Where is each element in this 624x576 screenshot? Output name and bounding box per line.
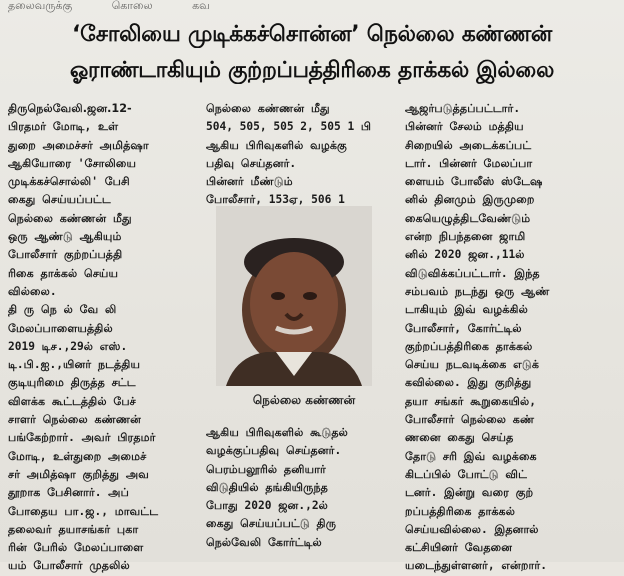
text-line: டார். பின்னர் மேலப்பா [405, 156, 533, 170]
text-line: போலீசார், 153ஏ, 506 1 [206, 193, 345, 207]
text-line: செய்ய நடவடிக்கை எடுக் [405, 358, 540, 372]
headline-line-2: ஓராண்டாகியும் குற்றப்பத்திரிகை தாக்கல் இல்லை [69, 58, 555, 83]
text-line: டனர். இன்று வரை குற் [405, 486, 534, 500]
text-line: ளையம் போலீஸ் ஸ்டேஷ [405, 175, 543, 189]
text-line: ஆகிய பிரிவுகளில் வழக்கு [206, 138, 347, 152]
text-line: சாளர் நெல்லை கண்ணன் [8, 413, 141, 427]
text-line: போதைய பா.ஜ., மாவட்ட [8, 504, 159, 518]
text-line: போலீசார் நெல்லை கண் [405, 413, 535, 427]
text-line: 504, 505, 505 2, 505 1 பி [206, 120, 372, 134]
text-line: சர் அமித்ஷா குறித்து அவ [8, 467, 149, 481]
top-cut-strip [0, 0, 624, 14]
text-line: னில் தினமும் இருமுறை [405, 193, 535, 207]
text-line: ணனை கைது செய்த [405, 431, 514, 445]
text-line: விளக்க கூட்டத்தில் பேச் [8, 394, 136, 408]
top-strip-text: கொலை [111, 0, 153, 12]
text-line: துறை அமைச்சர் அமித்ஷா [8, 138, 149, 152]
text-line: என்ற நிபந்தனை ஜாமி [405, 230, 526, 244]
text-line: நெல்லை கண்ணன் மீது [8, 211, 132, 225]
text-line: மேலப்பாளையத்தில் [8, 321, 113, 335]
text-line: போது 2020 ஜன.,2ல் [206, 499, 328, 513]
text-line: விடுதியில் தங்கியிருந்த [206, 480, 328, 494]
text-line: சம்பவம் நடந்து ஒரு ஆண் [405, 284, 550, 298]
text-line: கைது செய்யப்பட்டு திரு [206, 517, 337, 531]
article-column-2-bottom [206, 424, 402, 552]
text-line: ஒரு ஆண்டு ஆகியும் [8, 230, 122, 244]
top-strip-text: தலைவருக்கு [8, 0, 73, 12]
text-line: நெல்லை கண்ணன் மீது [206, 102, 330, 115]
text-line: டி.பி.ஐ.,யினர் நடத்திய [8, 358, 141, 372]
text-line: 2019 டிச.,29ல் எஸ். [8, 339, 128, 353]
text-line: வில்லை. [8, 284, 57, 298]
text-line: யடைந்துள்ளனர், என்றார். [405, 559, 547, 573]
text-line: கையெழுத்திடவேண்டும் [405, 211, 531, 225]
text-line: னில் 2020 ஜன.,11ல் [405, 248, 525, 262]
article-column-3 [405, 100, 617, 576]
text-line: ரின் பேரில் மேலப்பாளை [8, 541, 144, 555]
text-line: மோடி, உள்துறை அமைச் [8, 449, 147, 463]
text-line: குடியுரிமை திருத்த சட்ட [8, 376, 136, 390]
text-line: கவில்லை. இது குறித்து [405, 376, 532, 390]
text-line: றப்பத்திரிகை தாக்கல் [405, 504, 515, 518]
text-line: ஆகிய பிரிவுகளில் கூடுதல் [206, 426, 348, 439]
text-line: குற்றப்பத்திரிகை தாக்கல் [405, 339, 533, 353]
text-line: பின்னர் மீண்டும் [206, 175, 293, 189]
text-line: போலீசார், கோர்ட்டில் [405, 321, 522, 335]
text-line: தி ரு நெ ல் வே லி [8, 303, 117, 317]
text-line: பெரம்பலூரில் தனியார் [206, 462, 326, 476]
portrait-image [216, 206, 372, 386]
article-column-1 [8, 100, 204, 576]
text-line: கட்சியினர் வேதனை [405, 541, 513, 555]
headline-line-1: ‘சோலியை முடிக்கச்சொன்ன’ நெல்லை கண்ணன் [72, 22, 552, 47]
text-line: கைது செய்யப்பட்ட [8, 193, 111, 207]
text-line: முடிக்கச்சொல்லி' பேசி [8, 175, 130, 189]
text-line: திருநெல்வேலி.ஜன.12- [8, 102, 132, 115]
article-column-2-top [206, 100, 402, 210]
text-line: தூறாக பேசினார். அப் [8, 486, 129, 500]
text-line: தயா சங்கர் கூறுகையில், [405, 394, 537, 408]
text-line: பதிவு செய்தனர். [206, 156, 297, 170]
text-line: டாகியும் இவ் வழக்கில் [405, 303, 528, 317]
text-line: தோடு சரி இவ் வழக்கை [405, 449, 537, 463]
text-line: ரிகை தாக்கல் செய்ய [8, 266, 119, 280]
portrait-photo [216, 206, 372, 386]
text-line: ஆகியோரை 'சோலியை [8, 156, 137, 170]
top-strip-text: கவ [192, 0, 210, 12]
text-line: தலைவர் தயாசங்கர் புகா [8, 522, 139, 536]
text-line: வழக்குப்பதிவு செய்தனர். [206, 444, 342, 458]
text-line: விடுவிக்கப்பட்டார். இந்த [405, 266, 540, 280]
photo-caption: நெல்லை கண்ணன் [252, 393, 356, 407]
text-line: யம் போலீசார் முதலில் [8, 559, 130, 573]
text-line: போலீசார் குற்றப்பத்தி [8, 248, 123, 262]
text-line: பங்கேற்றார். அவர் பிரதமர் [8, 431, 156, 445]
text-line: நெல்வேலி கோர்ட்டில் [206, 535, 322, 549]
text-line: பிரதமர் மோடி, உள் [8, 120, 119, 134]
text-line: ஆஜர்படுத்தப்பட்டார். [405, 102, 521, 115]
text-line: பின்னர் சேலம் மத்திய [405, 120, 524, 134]
text-line: சிறையில் அடைக்கப்பட் [405, 138, 532, 152]
text-line: செய்யவில்லை. இதனால் [405, 522, 539, 536]
text-line: கிடப்பில் போட்டு விட் [405, 467, 527, 481]
